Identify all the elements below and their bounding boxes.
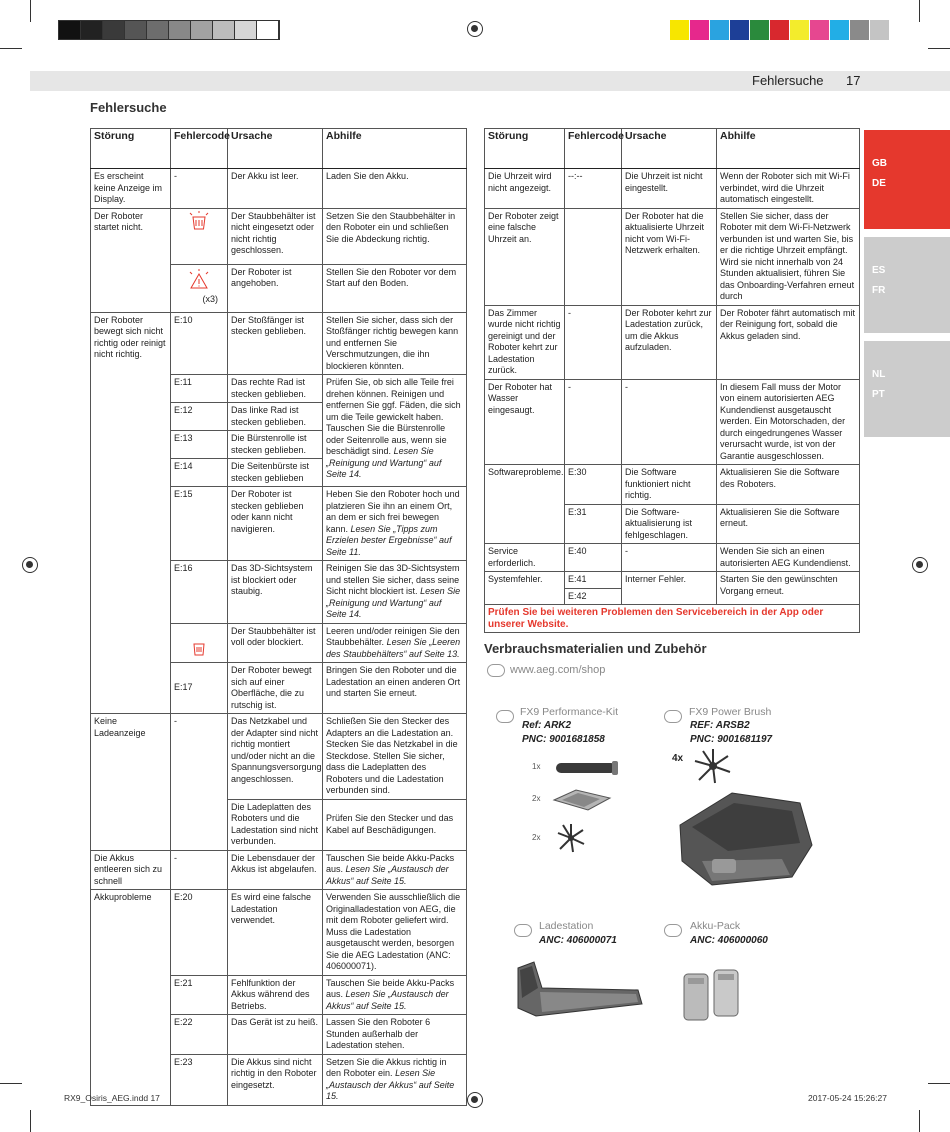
cell-code: E:14 <box>171 459 228 487</box>
cell-code <box>565 208 622 305</box>
cell-abhilfe: Wenden Sie sich an einen autorisierten AEG Kundendienst. <box>717 544 860 572</box>
product-name-brush: FX9 Power Brush <box>689 706 772 718</box>
table-row <box>91 714 467 800</box>
language-tab-es-fr[interactable] <box>864 237 950 333</box>
cell-ursache: Die Akkus sind nicht richtig in den Roboter eingesetzt. <box>228 1054 323 1105</box>
col-header-stoerung: Störung <box>91 129 171 169</box>
cell-ursache: Die Bürstenrolle ist stecken geblieben. <box>228 431 323 459</box>
table-row <box>91 850 467 890</box>
cell-ursache: Der Roboter ist angehoben. <box>228 264 323 312</box>
cell-abhilfe <box>323 623 467 663</box>
abhilfe-ref: Lesen Sie „Austausch der Akkus“ auf Seite 15. <box>326 864 449 886</box>
cell-ursache: Fehlfunktion der Akkus während des Betriebs. <box>228 975 323 1015</box>
table-row <box>91 312 467 375</box>
qty-1x: 1x <box>532 762 541 771</box>
cart-icon <box>514 924 532 937</box>
product-anc-station: ANC: 406000071 <box>539 935 617 946</box>
cell-stoerung: Der Roboter hat Wasser eingesaugt. <box>485 379 565 465</box>
cell-abhilfe <box>323 487 467 561</box>
crop-mark <box>0 1083 22 1084</box>
cell-abhilfe <box>323 561 467 624</box>
cell-ursache: Das Netzkabel und der Adapter sind nicht richtig montiert und/oder nicht an die Spannungsversorgung angeschlossen. <box>228 714 323 800</box>
cell-abhilfe: Laden Sie den Akku. <box>323 169 467 209</box>
grayscale-swatch <box>257 21 279 39</box>
col-header-stoerung: Störung <box>485 129 565 169</box>
cell-ursache: Die Ladeplatten des Roboters und die Ladestation sind nicht verbunden. <box>228 799 323 850</box>
cell-abhilfe: Setzen Sie den Staubbehälter in den Roboter ein und schließen Sie die Abdeckung richtig. <box>323 208 467 264</box>
cell-code: --:-- <box>565 169 622 209</box>
note-row <box>485 605 860 633</box>
registration-mark-top <box>467 21 483 37</box>
cell-code: E:42 <box>565 588 622 605</box>
cell-stoerung: Der Roboter zeigt eine falsche Uhrzeit an. <box>485 208 565 305</box>
cell-code <box>171 623 228 663</box>
dustbin-warning-icon <box>187 211 211 233</box>
troubleshooting-table-right <box>484 128 860 633</box>
crop-mark <box>919 1110 920 1132</box>
cell-stoerung: Die Uhrzeit wird nicht angezeigt. <box>485 169 565 209</box>
cell-ursache: Der Roboter bewegt sich auf einer Oberfläche, die zu rutschig ist. <box>228 663 323 714</box>
brushroll-image <box>552 756 620 780</box>
cell-ursache: Das 3D-Sichtsystem ist blockiert oder staubig. <box>228 561 323 624</box>
table-row <box>485 572 860 589</box>
cell-ursache: Der Staubbehälter ist voll oder blockiert. <box>228 623 323 663</box>
cell-abhilfe: In diesem Fall muss der Motor von einem autorisierten AEG Kundendienst ausgetauscht werden. Ein Motorschaden, der durch eingedrungenes Wasser verursacht wurde, ist von der Garantie ausgeschlossen. <box>717 379 860 465</box>
cell-code: - <box>171 714 228 851</box>
registration-mark-right <box>912 557 928 573</box>
crop-mark <box>0 48 22 49</box>
cell-ursache: Die Software funktioniert nicht richtig. <box>622 465 717 505</box>
grayscale-swatch <box>147 21 169 39</box>
grayscale-bar <box>58 20 280 40</box>
cart-icon <box>664 710 682 723</box>
cell-code: E:22 <box>171 1015 228 1055</box>
cell-ursache: Das rechte Rad ist stecken geblieben. <box>228 375 323 403</box>
cell-ursache: - <box>622 379 717 465</box>
grayscale-swatch <box>191 21 213 39</box>
accessories-title: Verbrauchsmaterialien und Zubehör <box>484 641 707 656</box>
crop-mark <box>928 48 950 49</box>
lang-fr: FR <box>872 285 886 296</box>
lang-de: DE <box>872 178 886 189</box>
cell-ursache: Die Lebensdauer der Akkus ist abgelaufen. <box>228 850 323 890</box>
cell-stoerung: Softwareprobleme. <box>485 465 565 544</box>
lang-nl: NL <box>872 369 886 380</box>
table-row <box>485 544 860 572</box>
dustbin-full-icon <box>191 641 207 657</box>
abhilfe-ref: Lesen Sie „Austausch der Akkus“ auf Seite 15. <box>326 1068 455 1101</box>
product-pnc-brush: PNC: 9001681197 <box>690 734 773 745</box>
cell-abhilfe: Verwenden Sie ausschließlich die Originalladestation von AEG, die mit dem Roboter geliefert wird. Muss die Ladestation ausgetauscht werden, besorgen Sie die AEG Ladestation (ANC: 406000071). <box>323 890 467 976</box>
color-swatch <box>870 20 889 40</box>
cell-code: E:13 <box>171 431 228 459</box>
cell-abhilfe: Starten Sie den gewünschten Vorgang erneut. <box>717 572 860 605</box>
product-name-akku: Akku-Pack <box>690 920 741 932</box>
qty-4x: 4x <box>672 753 684 764</box>
cell-code: E:31 <box>565 504 622 544</box>
color-swatch <box>690 20 709 40</box>
grayscale-swatch <box>81 21 103 39</box>
sidebrush-image <box>555 822 587 854</box>
product-name-station: Ladestation <box>539 920 594 932</box>
col-header-ursache: Ursache <box>622 129 717 169</box>
cell-ursache: Der Roboter kehrt zur Ladestation zurück, um die Akkus aufzuladen. <box>622 305 717 379</box>
page-number: 17 <box>846 73 861 88</box>
battery-pack-image <box>680 966 744 1024</box>
table-row <box>91 208 467 264</box>
cell-abhilfe: Schließen Sie den Stecker des Adapters an die Ladestation an. Stecken Sie das Netzkabel in die Steckdose. Stellen Sie sicher, dass die Ladeplatten des Roboters und die Ladestation verbunden sind. <box>323 714 467 800</box>
grayscale-swatch <box>59 21 81 39</box>
cell-code: E:16 <box>171 561 228 624</box>
service-note: Prüfen Sie bei weiteren Problemen den Servicebereich in der App oder unserer Website. <box>485 605 860 633</box>
color-swatch <box>730 20 749 40</box>
cell-abhilfe: Stellen Sie den Roboter vor dem Start auf den Boden. <box>323 264 467 312</box>
cell-ursache: Interner Fehler. <box>622 572 717 605</box>
abhilfe-text: Prüfen Sie, ob sich alle Teile frei drehen können. Reinigen und entfernen Sie ggf. Fäden, die sich um die Teile gewickelt haben. Tauschen Sie die Bürstenrolle oder Seitenrolle aus, wenn sie beschädigt sind. <box>326 377 461 456</box>
table-row <box>91 890 467 976</box>
cell-ursache: Der Roboter ist stecken geblieben oder kann nicht navigieren. <box>228 487 323 561</box>
cell-ursache: Der Stoßfänger ist stecken geblieben. <box>228 312 323 375</box>
abhilfe-text: Tauschen Sie beide Akku-Packs aus. <box>326 852 455 874</box>
cell-abhilfe: Prüfen Sie den Stecker und das Kabel auf Beschädigungen. <box>323 799 467 850</box>
color-swatch <box>810 20 829 40</box>
cell-code: E:17 <box>171 663 228 714</box>
cell-code: E:10 <box>171 312 228 375</box>
cell-code: - <box>565 379 622 465</box>
robot-image <box>672 785 818 891</box>
cell-ursache: Der Roboter hat die aktualisierte Uhrzeit nicht vom Wi-Fi-Netzwerk erhalten. <box>622 208 717 305</box>
grayscale-swatch <box>235 21 257 39</box>
abhilfe-text: Tauschen Sie beide Akku-Packs aus. <box>326 977 455 999</box>
cell-code: E:15 <box>171 487 228 561</box>
color-swatch <box>710 20 729 40</box>
lang-gb: GB <box>872 158 887 169</box>
color-swatch <box>670 20 689 40</box>
abhilfe-text: Heben Sie den Roboter hoch und platzieren Sie ihn an einem Ort, an dem er sich frei bewegen kann. <box>326 489 460 534</box>
cell-code: E:12 <box>171 403 228 431</box>
language-tab-nl-pt[interactable] <box>864 341 950 437</box>
troubleshooting-table-left <box>90 128 467 1106</box>
color-swatch <box>770 20 789 40</box>
table-header-row <box>485 129 860 169</box>
cell-stoerung: Service erforderlich. <box>485 544 565 572</box>
power-brush-image <box>690 746 736 786</box>
grayscale-swatch <box>103 21 125 39</box>
cell-ursache: Der Staubbehälter ist nicht eingesetzt oder nicht richtig geschlossen. <box>228 208 323 264</box>
cell-code <box>171 208 228 264</box>
cell-ursache: Die Seitenbürste ist stecken geblieben <box>228 459 323 487</box>
cart-icon <box>487 664 505 677</box>
table-row <box>485 379 860 465</box>
cart-icon <box>664 924 682 937</box>
abhilfe-ref: Lesen Sie „Reinigung und Wartung“ auf Seite 14. <box>326 446 442 479</box>
product-ref-brush: REF: ARSB2 <box>690 720 750 731</box>
cell-abhilfe <box>323 1054 467 1105</box>
grayscale-swatch <box>213 21 235 39</box>
cell-code: E:23 <box>171 1054 228 1105</box>
filter-image <box>550 786 614 814</box>
abhilfe-text: Reinigen Sie das 3D-Sichtsystem und stellen Sie sicher, dass seine Sicht nicht blockiert ist. <box>326 563 460 596</box>
cell-code: - <box>171 850 228 890</box>
product-anc-akku: ANC: 406000060 <box>690 935 768 946</box>
cell-code: - <box>171 169 228 209</box>
color-swatch <box>750 20 769 40</box>
cell-abhilfe: Lassen Sie den Roboter 6 Stunden außerhalb der Ladestation stehen. <box>323 1015 467 1055</box>
cell-code: - <box>565 305 622 379</box>
table-row <box>485 208 860 305</box>
cell-ursache: Es wird eine falsche Ladestation verwendet. <box>228 890 323 976</box>
header-title: Fehlersuche <box>752 73 824 88</box>
cell-stoerung: Der Roboter startet nicht. <box>91 208 171 312</box>
cell-abhilfe: Aktualisieren Sie die Software erneut. <box>717 504 860 544</box>
cell-ursache: Die Uhrzeit ist nicht eingestellt. <box>622 169 717 209</box>
qty-2x: 2x <box>532 794 541 803</box>
color-swatch <box>790 20 809 40</box>
table-row <box>485 169 860 209</box>
cell-stoerung: Das Zimmer wurde nicht richtig gereinigt und der Roboter kehrt zur Ladestation zurück. <box>485 305 565 379</box>
color-swatch <box>850 20 869 40</box>
cell-code: E:20 <box>171 890 228 976</box>
cell-abhilfe: Stellen Sie sicher, dass sich der Stoßfänger richtig bewegen kann und entfernen Sie Verschmutzungen, die ihn blockieren könnten. <box>323 312 467 375</box>
cell-stoerung: Der Roboter bewegt sich nicht richtig oder reinigt nicht richtig. <box>91 312 171 714</box>
table-header-row <box>91 129 467 169</box>
product-ref-kit: Ref: ARK2 <box>522 720 572 731</box>
cell-stoerung: Akkuprobleme <box>91 890 171 1106</box>
charging-station-image <box>512 958 646 1022</box>
registration-mark-bottom <box>467 1092 483 1108</box>
grayscale-swatch <box>125 21 147 39</box>
qty-2x-b: 2x <box>532 833 541 842</box>
lang-es: ES <box>872 265 886 276</box>
crop-mark <box>30 1110 31 1132</box>
product-pnc-kit: PNC: 9001681858 <box>522 734 605 745</box>
crop-mark <box>919 0 920 22</box>
color-swatch <box>830 20 849 40</box>
grayscale-swatch <box>169 21 191 39</box>
cell-ursache: Das linke Rad ist stecken geblieben. <box>228 403 323 431</box>
abhilfe-text: Setzen Sie die Akkus richtig in den Roboter ein. <box>326 1056 447 1078</box>
table-row <box>91 169 467 209</box>
cell-abhilfe: Wenn der Roboter sich mit Wi-Fi verbindet, wird die Uhrzeit automatisch eingestellt. <box>717 169 860 209</box>
cell-stoerung: Es erscheint keine Anzeige im Display. <box>91 169 171 209</box>
cell-code: E:41 <box>565 572 622 589</box>
table-row <box>485 465 860 505</box>
cell-abhilfe: Stellen Sie sicher, dass der Roboter mit dem Wi-Fi-Netzwerk verbunden ist und warten Sie, bis er die richtige Uhrzeit empfängt. Wird sie nicht innerhalb von 24 Stunden aktualisiert, führen Sie das Onboarding-Verfahren erneut durch <box>717 208 860 305</box>
cell-code: E:30 <box>565 465 622 505</box>
col-header-abhilfe: Abhilfe <box>323 129 467 169</box>
language-tab-gb-de[interactable] <box>864 130 950 229</box>
cell-abhilfe <box>323 375 467 487</box>
footer-filename: RX9_Osiris_AEG.indd 17 <box>64 1093 160 1103</box>
cell-code <box>171 264 228 312</box>
col-header-fehlercode: Fehlercode <box>565 129 622 169</box>
cell-abhilfe <box>323 850 467 890</box>
col-header-ursache: Ursache <box>228 129 323 169</box>
shop-link[interactable]: www.aeg.com/shop <box>510 664 606 676</box>
cell-ursache: Die Software-aktualisierung ist fehlgeschlagen. <box>622 504 717 544</box>
abhilfe-ref: Lesen Sie „Leeren des Staubbehälters“ auf Seite 13. <box>326 637 461 659</box>
section-title: Fehlersuche <box>90 100 167 115</box>
abhilfe-ref: Lesen Sie „Reinigung und Wartung“ auf Seite 14. <box>326 586 461 619</box>
col-header-fehlercode: Fehlercode <box>171 129 228 169</box>
cell-code: E:11 <box>171 375 228 403</box>
cart-icon <box>496 710 514 723</box>
cell-abhilfe: Bringen Sie den Roboter und die Ladestation an einen anderen Ort und starten Sie erneut. <box>323 663 467 714</box>
product-name-kit: FX9 Performance-Kit <box>520 706 619 718</box>
cell-ursache: - <box>622 544 717 572</box>
cell-ursache: Der Akku ist leer. <box>228 169 323 209</box>
table-row <box>485 305 860 379</box>
crop-mark <box>30 0 31 22</box>
cell-stoerung: Keine Ladeanzeige <box>91 714 171 851</box>
cell-code: E:40 <box>565 544 622 572</box>
color-bar <box>670 20 890 40</box>
cell-abhilfe: Aktualisieren Sie die Software des Roboters. <box>717 465 860 505</box>
cell-ursache: Das Gerät ist zu heiß. <box>228 1015 323 1055</box>
abhilfe-ref: Lesen Sie „Austausch der Akkus“ auf Seite 15. <box>326 989 449 1011</box>
registration-mark-left <box>22 557 38 573</box>
crop-mark <box>928 1083 950 1084</box>
cell-stoerung: Die Akkus entleeren sich zu schnell <box>91 850 171 890</box>
cell-stoerung: Systemfehler. <box>485 572 565 605</box>
footer-datetime: 2017-05-24 15:26:27 <box>808 1093 887 1103</box>
lang-pt: PT <box>872 389 885 400</box>
abhilfe-ref: Lesen Sie „Tipps zum Erzielen bester Ergebnisse“ auf Seite 11. <box>326 523 452 557</box>
col-header-abhilfe: Abhilfe <box>717 129 860 169</box>
warning-triangle-icon <box>187 269 211 291</box>
cell-abhilfe: Der Roboter fährt automatisch mit der Reinigung fort, sobald die Akkus geladen sind. <box>717 305 860 379</box>
abhilfe-text: Leeren und/oder reinigen Sie den Staubbehälter. <box>326 625 460 647</box>
cell-code: E:21 <box>171 975 228 1015</box>
cell-abhilfe <box>323 975 467 1015</box>
code-x3: (x3) <box>202 294 218 304</box>
